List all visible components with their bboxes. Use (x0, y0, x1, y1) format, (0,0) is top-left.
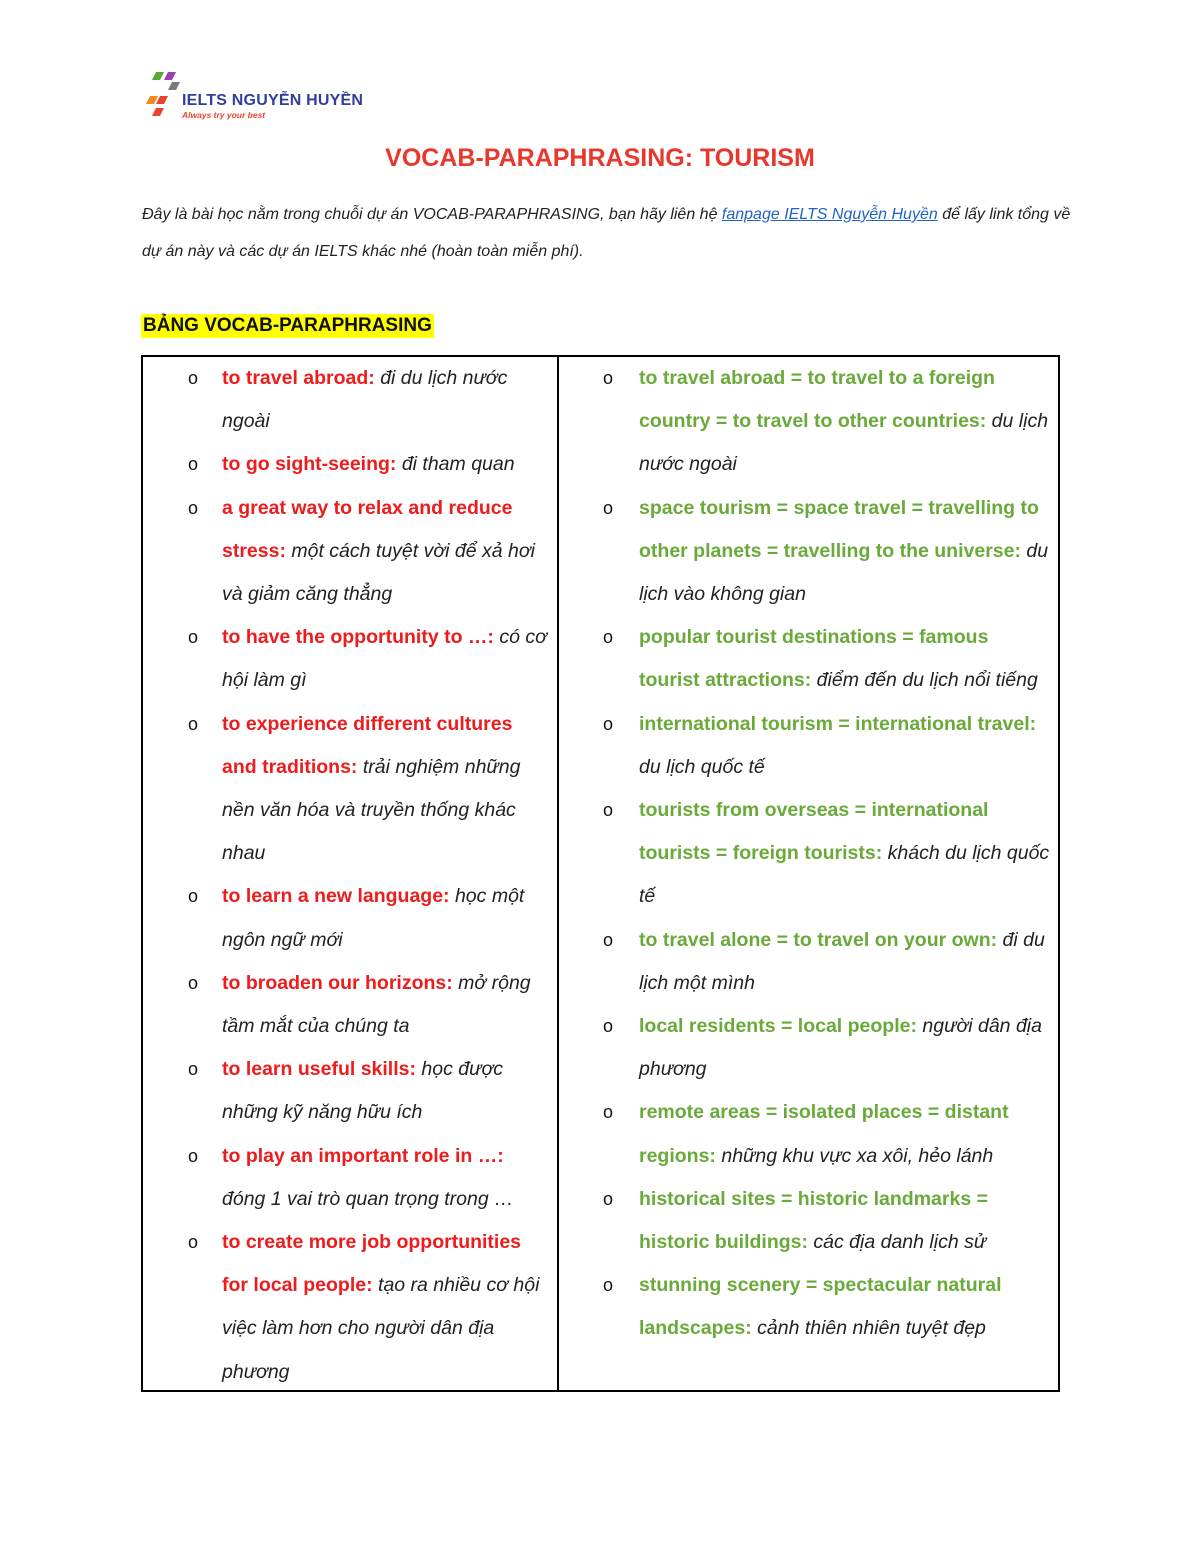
vocab-item (143, 357, 557, 443)
bullet-icon: o (603, 800, 614, 821)
logo-tagline: Always try your best (182, 110, 266, 120)
vocab-meaning: du lịch nước ngoài (639, 410, 1049, 476)
bullet-icon: o (603, 1016, 614, 1037)
bullet-icon: o (603, 627, 614, 648)
vocab-item (143, 1135, 557, 1221)
logo-mark-icon (146, 70, 186, 126)
bullet-icon: o (188, 1145, 199, 1166)
vocab-item (559, 357, 1058, 487)
vocab-term: international tourism = international travel: (639, 712, 1037, 735)
vocab-item (559, 703, 1058, 789)
vocab-item (559, 789, 1058, 919)
vocab-term: to travel abroad: (222, 367, 375, 389)
vocab-term: remote areas = isolated places = distant regions: (639, 1101, 1009, 1167)
vocab-term: to go sight-seeing: (222, 453, 397, 476)
vocab-term: to broaden our horizons: (222, 971, 453, 994)
vocab-item (143, 703, 557, 876)
vocab-term: space tourism = space travel = travelling to other planets = travelling to the universe: (639, 496, 1039, 562)
left-vocab-list (143, 357, 557, 1394)
bullet-icon: o (188, 454, 199, 475)
bullet-icon: o (603, 497, 614, 518)
intro-text-before: Đây là bài học nằm trong chuỗi dự án VOCAB-PARAPHRASING, bạn hãy liên hệ (142, 206, 722, 223)
vocab-item (143, 1221, 557, 1394)
vocab-term: to travel abroad = to travel to a foreign country = to travel to other countries: (639, 367, 995, 433)
vocab-item (143, 1048, 557, 1134)
vocab-meaning: học một ngôn ngữ mới (222, 885, 525, 951)
bullet-icon: o (188, 972, 199, 993)
vocab-term: a great way to relax and reduce stress: (222, 496, 513, 562)
vocab-meaning: đi tham quan (396, 453, 515, 476)
bullet-icon: o (188, 713, 199, 734)
vocab-meaning: du lịch quốc tế (639, 755, 765, 778)
vocab-meaning: người dân địa phương (639, 1015, 1042, 1081)
vocab-item (559, 487, 1058, 617)
bullet-icon: o (603, 713, 614, 734)
vocab-table (141, 355, 1060, 1392)
vocab-meaning: một cách tuyệt vời để xả hơi và giảm căng thẳng (222, 539, 535, 606)
vocab-item (559, 1264, 1058, 1350)
fanpage-link[interactable]: fanpage IELTS Nguyễn Huyền (721, 206, 938, 223)
bullet-icon: o (188, 497, 199, 518)
bullet-icon: o (603, 368, 614, 388)
page-title: VOCAB-PARAPHRASING: TOURISM (385, 144, 815, 172)
brand-logo (146, 70, 366, 126)
vocab-item (143, 487, 557, 617)
vocab-item (559, 616, 1058, 702)
intro-text-after: để lấy link tổng về dự án này và các dự án IELTS khác nhé (hoàn toàn miễn phí). (142, 206, 1071, 260)
vocab-item (143, 875, 557, 961)
vocab-meaning: tạo ra nhiều cơ hội việc làm hơn cho người dân địa phương (222, 1274, 540, 1383)
vocab-term: to experience different cultures and traditions: (222, 712, 513, 778)
vocab-term: popular tourist destinations = famous tourist attractions: (639, 626, 989, 692)
vocab-meaning: đi du lịch nước ngoài (222, 367, 508, 433)
bullet-icon: o (603, 1102, 614, 1123)
intro-paragraph (142, 196, 1072, 270)
left-column (143, 357, 559, 1390)
vocab-meaning: mở rộng tầm mắt của chúng ta (222, 971, 531, 1038)
vocab-term: to travel alone = to travel on your own: (639, 928, 998, 951)
vocab-meaning: đóng 1 vai trò quan trọng trong … (222, 1187, 514, 1210)
vocab-meaning: trải nghiệm những nền văn hóa và truyền thống khác nhau (222, 755, 521, 865)
bullet-icon: o (188, 886, 199, 907)
vocab-term: to play an important role in …: (222, 1144, 504, 1167)
bullet-icon: o (188, 627, 199, 648)
vocab-term: historical sites = historic landmarks = historic buildings: (639, 1187, 988, 1254)
table-heading: BẢNG VOCAB-PARAPHRASING (143, 315, 432, 336)
bullet-icon: o (603, 1188, 614, 1209)
vocab-item (559, 919, 1058, 1005)
vocab-meaning: học được những kỹ năng hữu ích (222, 1058, 504, 1124)
right-column (559, 357, 1058, 1390)
vocab-item (143, 443, 557, 486)
bullet-icon: o (188, 1232, 199, 1253)
vocab-item (559, 1178, 1058, 1264)
vocab-meaning: các địa danh lịch sử (808, 1231, 987, 1254)
vocab-item (559, 1091, 1058, 1177)
vocab-term: to have the opportunity to …: (222, 626, 494, 649)
vocab-meaning: du lịch vào không gian (639, 539, 1049, 606)
vocab-term: to learn useful skills: (222, 1058, 416, 1081)
vocab-meaning: đi du lịch một mình (639, 928, 1045, 994)
vocab-term: to learn a new language: (222, 885, 450, 908)
logo-name: IELTS NGUYỄN HUYỀN (182, 92, 364, 109)
bullet-icon: o (188, 1059, 199, 1080)
bullet-icon: o (603, 929, 614, 950)
vocab-item (559, 1005, 1058, 1091)
vocab-term: to create more job opportunities for local people: (222, 1231, 522, 1297)
vocab-meaning: những khu vực xa xôi, hẻo lánh (715, 1144, 994, 1167)
right-vocab-list (559, 357, 1058, 1351)
vocab-meaning: điểm đến du lịch nổi tiếng (811, 669, 1038, 692)
vocab-meaning: khách du lịch quốc tế (639, 842, 1050, 908)
vocab-term: local residents = local people: (639, 1015, 917, 1038)
vocab-term: stunning scenery = spectacular natural landscapes: (639, 1274, 1002, 1340)
vocab-term: tourists from overseas = international tourists = foreign tourists: (639, 799, 989, 865)
bullet-icon: o (603, 1275, 614, 1296)
vocab-item (143, 962, 557, 1048)
vocab-meaning: có cơ hội làm gì (222, 626, 547, 692)
vocab-item (143, 616, 557, 702)
bullet-icon: o (188, 368, 199, 388)
vocab-meaning: cảnh thiên nhiên tuyệt đẹp (751, 1317, 986, 1340)
